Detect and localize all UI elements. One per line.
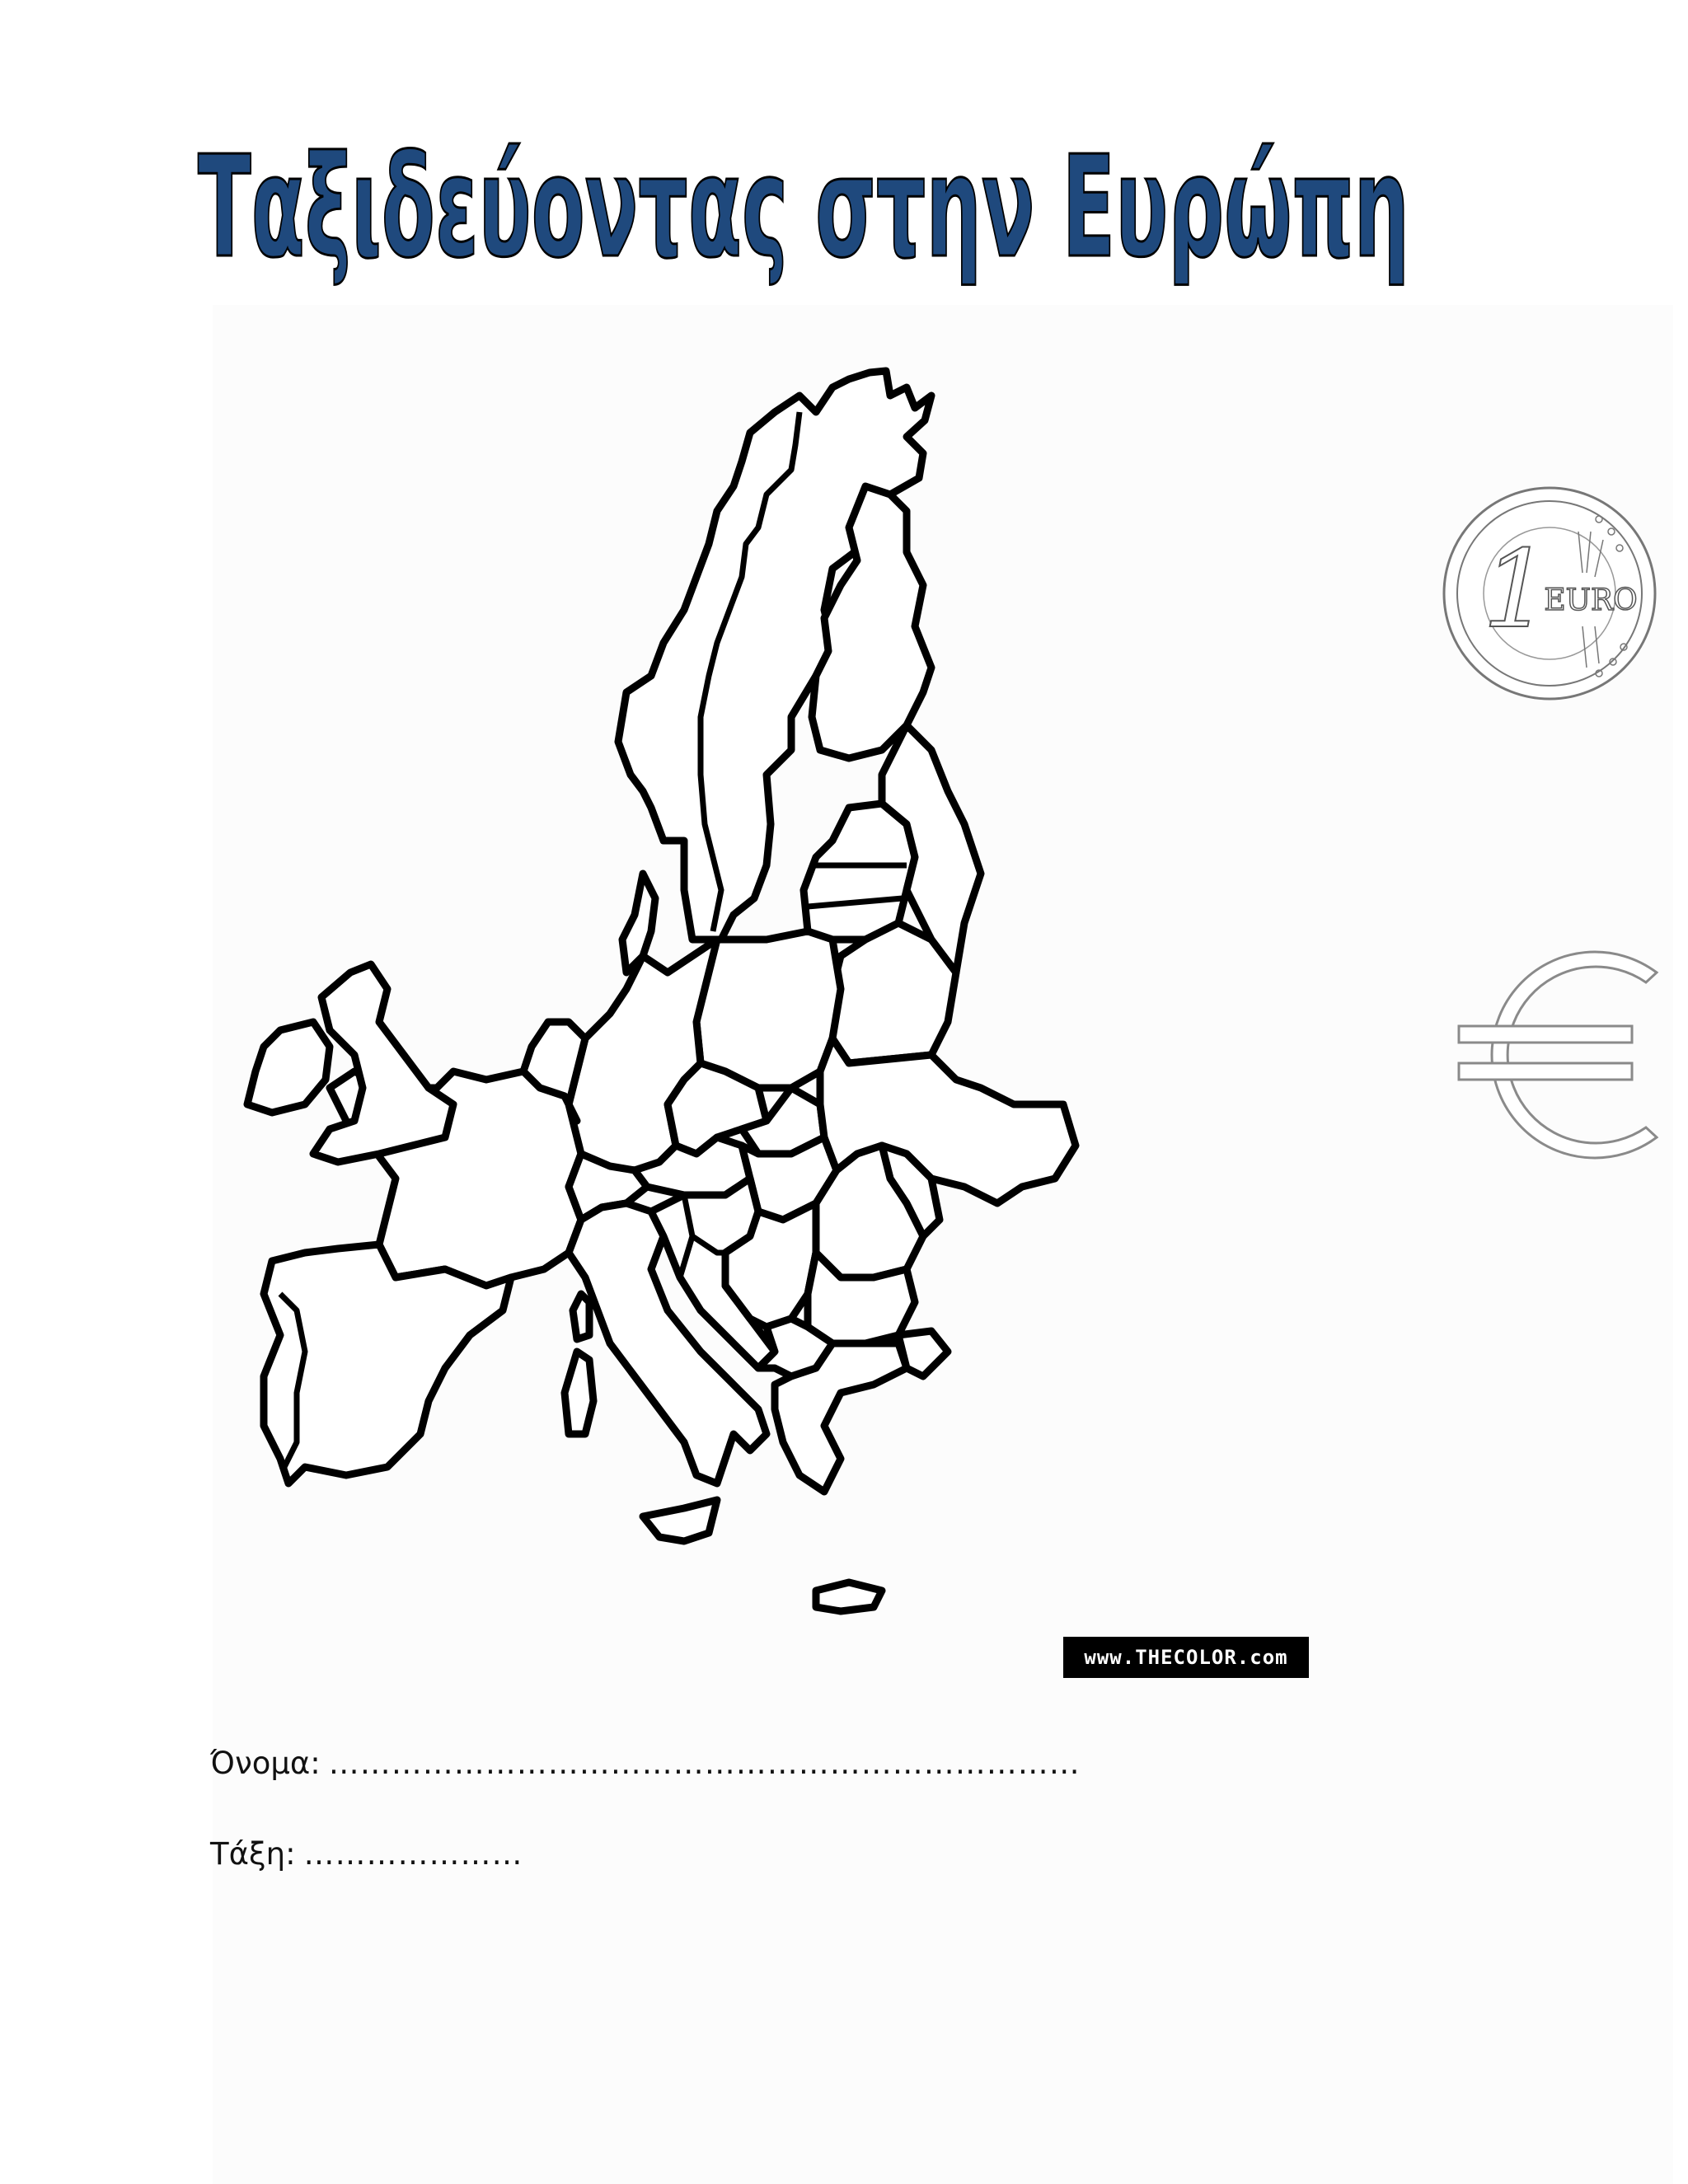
worksheet-title xyxy=(177,124,1430,313)
europe-map xyxy=(239,363,1278,1657)
coin-value: 1 xyxy=(1482,527,1551,652)
map-corsica xyxy=(573,1294,589,1339)
map-ireland xyxy=(247,1022,330,1113)
thecolor-watermark: www.THECOLOR.com xyxy=(1063,1637,1309,1678)
title-text: Ταξιδεύοντας στην Ευρώπη xyxy=(198,126,1409,289)
class-blank-line[interactable]: ………………… xyxy=(303,1836,523,1872)
name-label: Όνομα: xyxy=(210,1746,321,1781)
class-label: Τάξη: xyxy=(210,1836,296,1872)
name-field[interactable] xyxy=(210,1746,1081,1781)
coin-label: EURO xyxy=(1544,583,1638,617)
map-baltics xyxy=(804,804,915,940)
euro-coin-icon xyxy=(1438,482,1661,705)
map-turkey-europe xyxy=(898,1331,948,1376)
name-blank-line[interactable]: ……………………………………………………………… xyxy=(328,1746,1081,1781)
class-field[interactable] xyxy=(210,1836,523,1872)
euro-sign-icon xyxy=(1455,940,1677,1170)
map-sicily xyxy=(643,1500,717,1541)
map-great-britain xyxy=(313,964,453,1162)
map-crete xyxy=(816,1582,882,1611)
map-sardinia xyxy=(565,1352,593,1434)
